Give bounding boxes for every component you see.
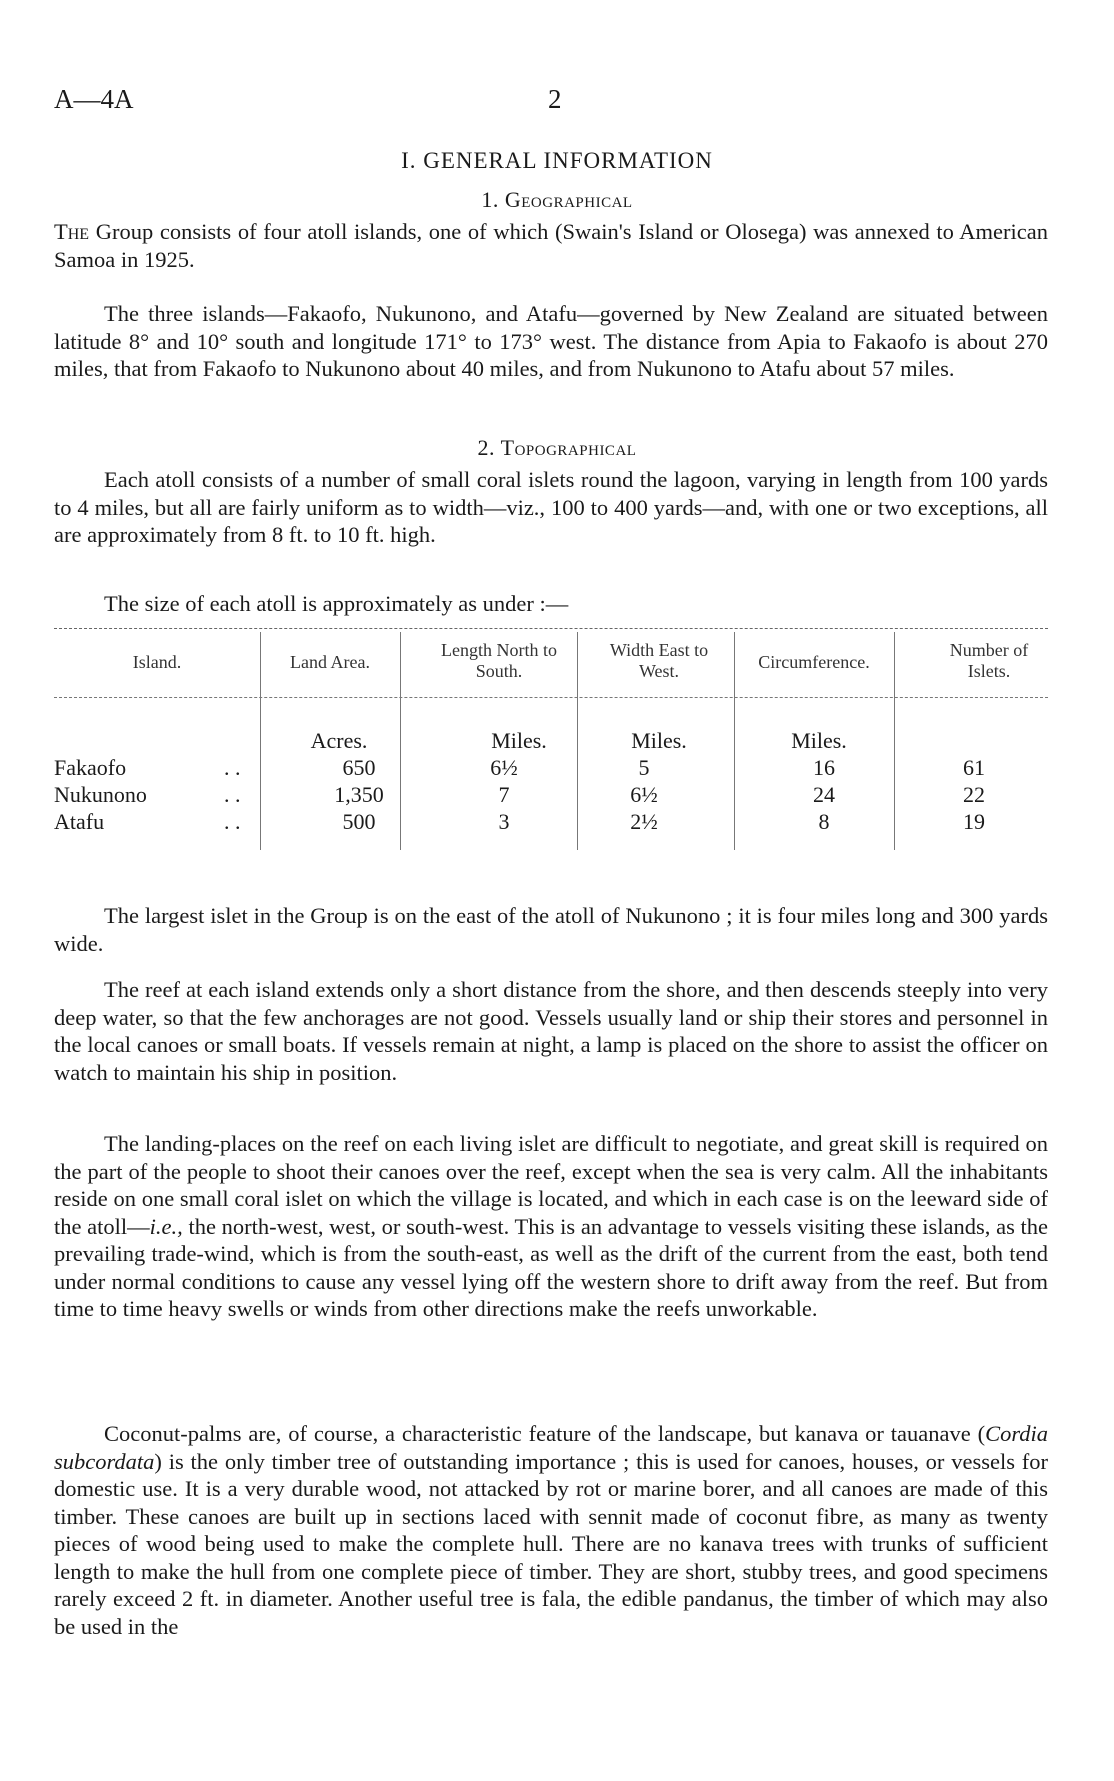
table-header-width: Width East to West. [609, 640, 709, 681]
leader-dots: . . [224, 782, 241, 807]
unit-length: Miles. [491, 728, 547, 753]
section-title: I. GENERAL INFORMATION [401, 148, 713, 173]
table-cell-island: Fakaofo [54, 755, 127, 780]
atoll-size-table [54, 628, 1048, 860]
subsection-geographical: 1. Geographical [481, 187, 633, 212]
page-ref: A—4A [54, 84, 134, 114]
abbrev-ie: i.e., [149, 1213, 183, 1239]
table-cell-circumference: 16 [813, 755, 835, 780]
column-divider [894, 632, 895, 850]
scientific-name: Cordia subcordata [54, 1421, 1048, 1474]
page-number: 2 [548, 84, 562, 114]
paragraph-text: The three islands—Fakaofo, Nukunono, and Atafu—governed by New Zealand are situated between latitude 8° and 10° south and longitude 171° to 173° west. The distance from Apia to Fakaofo is about 270 miles, that from Fakaofo to Nukunono about 40 miles, and from Nukunono to Atafu about 57 miles. [54, 301, 1048, 381]
table-cell-length: 7 [498, 782, 510, 807]
table-cell-circumference: 8 [818, 809, 830, 834]
paragraph-geo-1 [54, 218, 1048, 273]
paragraph-text: Each atoll consists of a number of small coral islets round the lagoon, varying in length from 100 yards to 4 miles, but all are fairly uniform as to width—viz., 100 to 400 yards—and, with one or two exceptions, all are approximately from 8 ft. to 10 ft. high. [54, 467, 1048, 547]
paragraph-text: The largest islet in the Group is on the east of the atoll of Nukunono ; it is four miles long and 300 yards wide. [54, 903, 1048, 956]
table-cell-land-area: 650 [342, 755, 376, 780]
lead-word: The [54, 219, 90, 244]
table-cell-width: 2½ [630, 809, 658, 834]
table-cell-width: 6½ [630, 782, 658, 807]
table-header-length: Length North to South. [441, 640, 557, 681]
table-header-islets: Number of Islets. [949, 640, 1029, 681]
table-cell-islets: 19 [963, 809, 985, 834]
table-cell-island: Atafu [54, 809, 105, 834]
table-header-island: Island. [132, 652, 182, 672]
table-cell-land-area: 1,350 [334, 782, 384, 807]
unit-circumference: Miles. [791, 728, 847, 753]
table-top-rule [54, 628, 1048, 629]
paragraph-text: Coconut-palms are, of course, a characteristic feature of the landscape, but kanava or tauanave ( [104, 1421, 986, 1446]
table-cell-islets: 61 [963, 755, 985, 780]
table-cell-length: 6½ [490, 755, 518, 780]
leader-dots: . . [224, 809, 241, 834]
table-header-rule [54, 697, 1048, 698]
leader-dots: . . [224, 755, 241, 780]
paragraph-text: Group consists of four atoll islands, one of which (Swain's Island or Olosega) was annexed to American Samoa in 1925. [54, 219, 1049, 272]
paragraph-text: The size of each atoll is approximately as under :— [104, 591, 569, 616]
paragraph-text: ) is the only timber tree of outstanding importance ; this is used for canoes, houses, or vessels for domestic use. It is a very durable wood, not attacked by rot or marine borer, and all canoes are made of this timber. These canoes are built up in sections laced with sennit made of coconut fibre, as many as twenty pieces of wood being used to make the complete hull. There are no kanava trees with trunks of sufficient length to make the hull from one complete piece of timber. They are short, stubby trees, and good specimens rarely exceed 2 ft. in diameter. Another useful tree is fala, the edible pandanus, the timber of which may also be used in the [54, 1448, 1048, 1639]
table-cell-circumference: 24 [813, 782, 835, 807]
unit-width: Miles. [631, 728, 687, 753]
paragraph-geo-2 [54, 300, 1048, 383]
table-cell-width: 5 [638, 755, 650, 780]
paragraph-landing [54, 1130, 1048, 1323]
unit-land-area: Acres. [310, 728, 368, 753]
table-cell-island: Nukunono [54, 782, 147, 807]
table-header-land-area: Land Area. [290, 652, 370, 672]
paragraph-topo-2 [54, 590, 1048, 618]
paragraph-text: The reef at each island extends only a short distance from the shore, and then descends steeply into very deep water, so that the few anchorages are not good. Vessels usually land or ship their stores and personnel in the local canoes or small boats. If vessels remain at night, a lamp is placed on the shore to assist the officer on watch to maintain his ship in position. [54, 977, 1048, 1085]
table-header-circumference: Circumference. [758, 652, 870, 672]
column-divider [577, 632, 578, 850]
table-cell-length: 3 [498, 809, 510, 834]
table-cell-islets: 22 [963, 782, 985, 807]
paragraph-text: The landing-places on the reef on each living islet are difficult to negotiate, and great skill is required on the part of the people to shoot their canoes over the reef, except when the sea is very calm. All the inhabitants reside on one small coral islet on which the village is located, and which in each case is on the leeward side of the atoll— [54, 1131, 1048, 1239]
paragraph-topo-1 [54, 466, 1048, 549]
table-cell-land-area: 500 [342, 809, 376, 834]
paragraph-coconut [54, 1420, 1048, 1640]
paragraph-reef [54, 976, 1048, 1086]
paragraph-largest-islet [54, 902, 1048, 957]
subsection-topographical: 2. Topographical [477, 435, 637, 460]
paragraph-text: the north-west, west, or south-west. This is an advantage to vessels visiting these islands, as the prevailing trade-wind, which is from the south-east, as well as the drift of the current from the east, both tend under normal conditions to cause any vessel lying off the western shore to drift away from the reef. But from time to time heavy swells or winds from other directions make the reefs unworkable. [54, 1213, 1048, 1321]
